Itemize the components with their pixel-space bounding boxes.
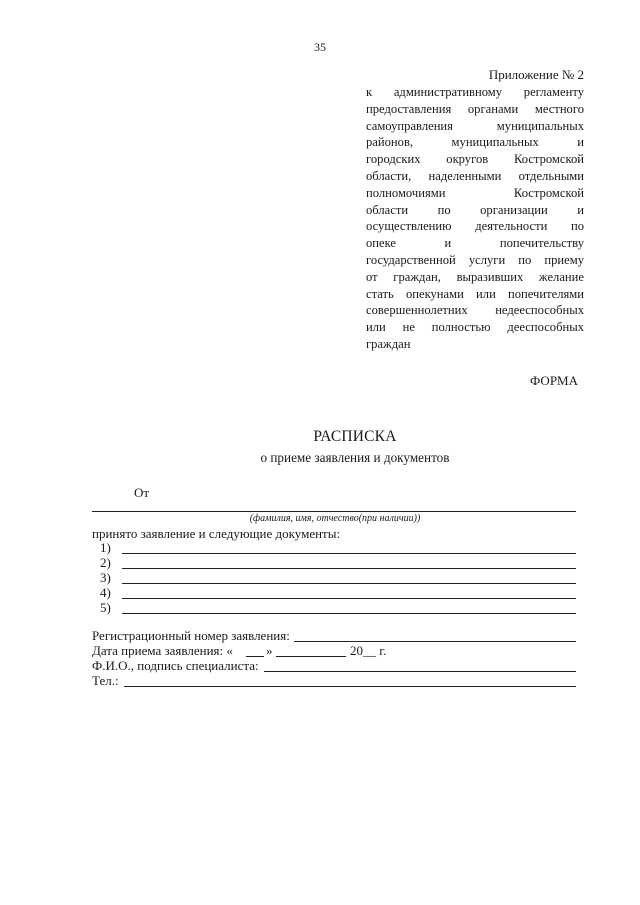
date-day-fill-line[interactable]: [246, 656, 264, 657]
annex-line: стать опекунами или попечителями: [366, 286, 584, 301]
annex-line: государственной услуги по приему: [366, 252, 584, 267]
annex-line: районов, муниципальных и: [366, 135, 584, 150]
document-item-number: 3): [100, 570, 111, 585]
annex-text: [366, 84, 584, 353]
annex-line: области по организации и: [366, 202, 584, 217]
from-fill-line[interactable]: [92, 511, 576, 512]
date-year: 20__ г.: [350, 643, 387, 658]
annex-line: к административному регламенту: [366, 85, 584, 99]
registration-number-row: [92, 628, 576, 644]
document-item-fill-line[interactable]: [122, 553, 576, 554]
date-row: [92, 643, 576, 659]
annex-line: осуществлению деятельности по: [366, 219, 584, 234]
document-item: [100, 600, 576, 616]
document-item-fill-line[interactable]: [122, 583, 576, 584]
annex-title: Приложение № 2: [488, 67, 584, 82]
document-item-number: 2): [100, 555, 111, 570]
annex-line: предоставления органами местного: [366, 101, 584, 116]
document-item-number: 4): [100, 585, 111, 600]
specialist-row: [92, 658, 576, 674]
document-item: [100, 540, 576, 556]
registration-number-label: Регистрационный номер заявления:: [92, 628, 290, 643]
annex-line: совершеннолетних недееспособных: [366, 303, 584, 318]
specialist-label: Ф.И.О., подпись специалиста:: [92, 658, 259, 673]
date-label: Дата приема заявления: «: [92, 643, 233, 658]
specialist-fill-line[interactable]: [264, 671, 576, 672]
annex-line: области, наделенными отдельными: [366, 168, 584, 183]
phone-row: [92, 673, 576, 689]
annex-line: городских округов Костромской: [366, 152, 584, 167]
document-item: [100, 570, 576, 586]
from-caption: (фамилия, имя, отчество(при наличии)): [249, 513, 421, 524]
annex-line: граждан: [366, 336, 411, 351]
document-title: РАСПИСКА: [313, 428, 397, 445]
document-item: [100, 555, 576, 571]
document-subtitle: о приеме заявления и документов: [260, 450, 450, 465]
date-month-fill-line[interactable]: [276, 656, 346, 657]
date-quote-close: »: [266, 643, 273, 658]
form-label: ФОРМА: [530, 373, 578, 388]
document-item-fill-line[interactable]: [122, 613, 576, 614]
annex-line: опеке и попечительству: [366, 236, 584, 251]
document-item-fill-line[interactable]: [122, 568, 576, 569]
annex-line: от граждан, выразивших желание: [366, 269, 584, 284]
registration-number-fill-line[interactable]: [294, 641, 576, 642]
phone-fill-line[interactable]: [124, 686, 576, 687]
annex-line: или не полностью дееспособных: [366, 320, 584, 335]
from-label: От: [134, 485, 150, 500]
document-item-fill-line[interactable]: [122, 598, 576, 599]
document-item: [100, 585, 576, 601]
accepted-text: принято заявление и следующие документы:: [92, 526, 341, 541]
document-item-number: 1): [100, 540, 111, 555]
page-number: 35: [314, 40, 326, 54]
document-item-number: 5): [100, 600, 111, 615]
annex-line: полномочиями Костромской: [366, 185, 584, 200]
annex-line: самоуправления муниципальных: [366, 118, 584, 133]
phone-label: Тел.:: [92, 673, 119, 688]
